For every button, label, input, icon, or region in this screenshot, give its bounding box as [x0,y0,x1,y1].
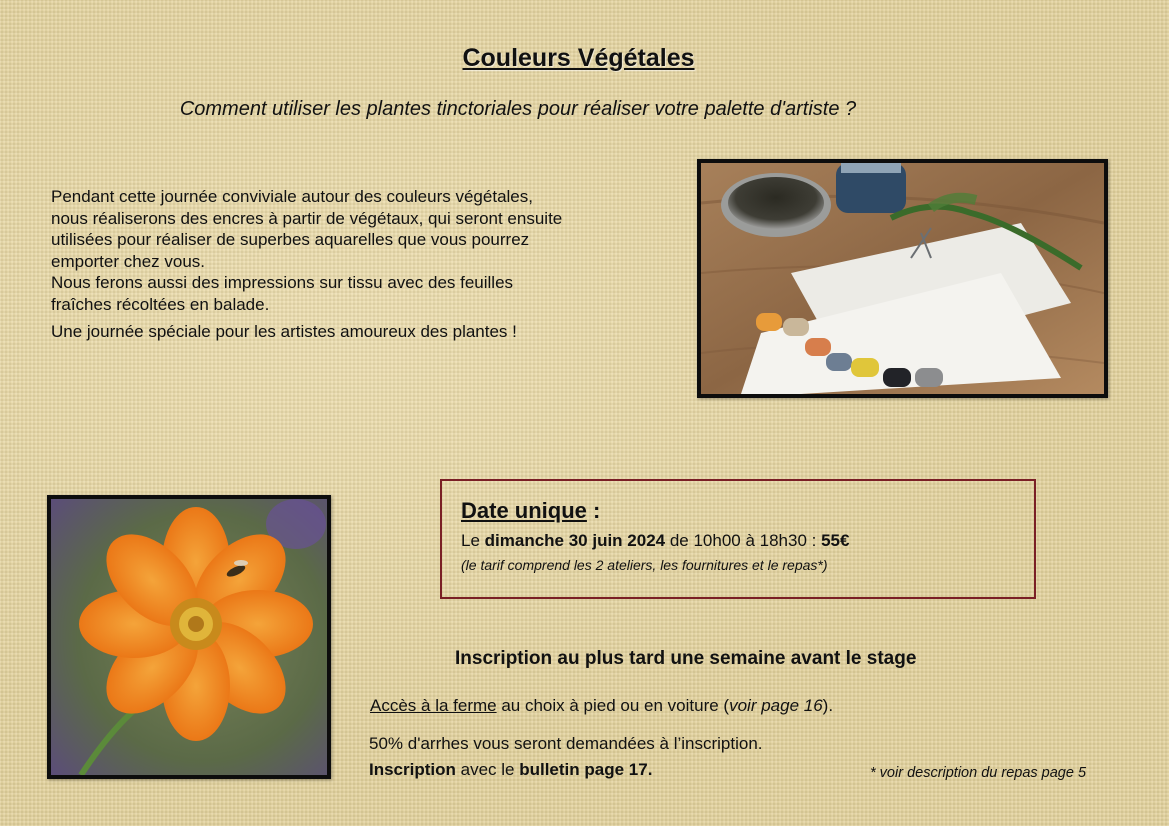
bulletin-page-ref: bulletin page 17. [519,760,653,779]
access-page-ref: voir page 16 [729,696,823,715]
orange-cosmos-photo [47,495,331,779]
meal-footnote: * voir description du repas page 5 [870,765,1087,781]
watercolor-palette-photo [697,159,1108,398]
intro-line: fraîches récoltées en balade. [51,294,270,314]
intro-paragraph [51,186,651,315]
date-prefix: Le [461,531,485,550]
intro-line: Pendant cette journée conviviale autour des couleurs végétales, [51,187,533,206]
access-line [370,696,833,716]
event-date: dimanche 30 juin 2024 [484,531,666,550]
deposit-text: 50% d'arrhes vous seront demandées à l’inscription. [369,734,763,753]
intro-line: emporter chez vous. [51,251,206,271]
page-subtitle: Comment utiliser les plantes tinctoriales pour réaliser votre palette d'artiste ? [179,98,857,120]
inscription-label: Inscription [369,760,456,779]
registration-deadline: Inscription au plus tard une semaine avant le stage [455,648,917,669]
event-time: de 10h00 à 18h30 : [665,531,822,550]
intro-line: utilisées pour réaliser de superbes aquarelles que vous pourrez [51,230,530,249]
access-text: au choix à pied ou en voiture ( [496,696,730,715]
date-line [461,530,1034,552]
date-info-box [440,479,1036,599]
access-end: ). [822,696,834,715]
orange-cosmos-illustration [51,499,327,775]
intro-line: nous réaliserons des encres à partir de végétaux, qui seront ensuite [51,208,563,228]
registration-form-line [369,760,652,780]
intro-line: Nous ferons aussi des impressions sur tissu avec des feuilles [51,273,514,292]
intro-closing: Une journée spéciale pour les artistes amoureux des plantes ! [51,322,517,341]
watercolor-palette-illustration [701,163,1104,394]
intro-text [51,186,651,343]
bulletin-mid: avec le [455,760,520,779]
date-heading [461,497,1034,525]
date-heading-label: Date unique [461,498,587,523]
access-link[interactable]: Accès à la ferme [370,696,497,715]
date-heading-colon: : [586,498,601,523]
page-title: Couleurs Végétales [462,44,695,72]
tarif-note: (le tarif comprend les 2 ateliers, les fournitures et le repas*) [461,557,828,573]
event-price: 55€ [821,531,850,550]
